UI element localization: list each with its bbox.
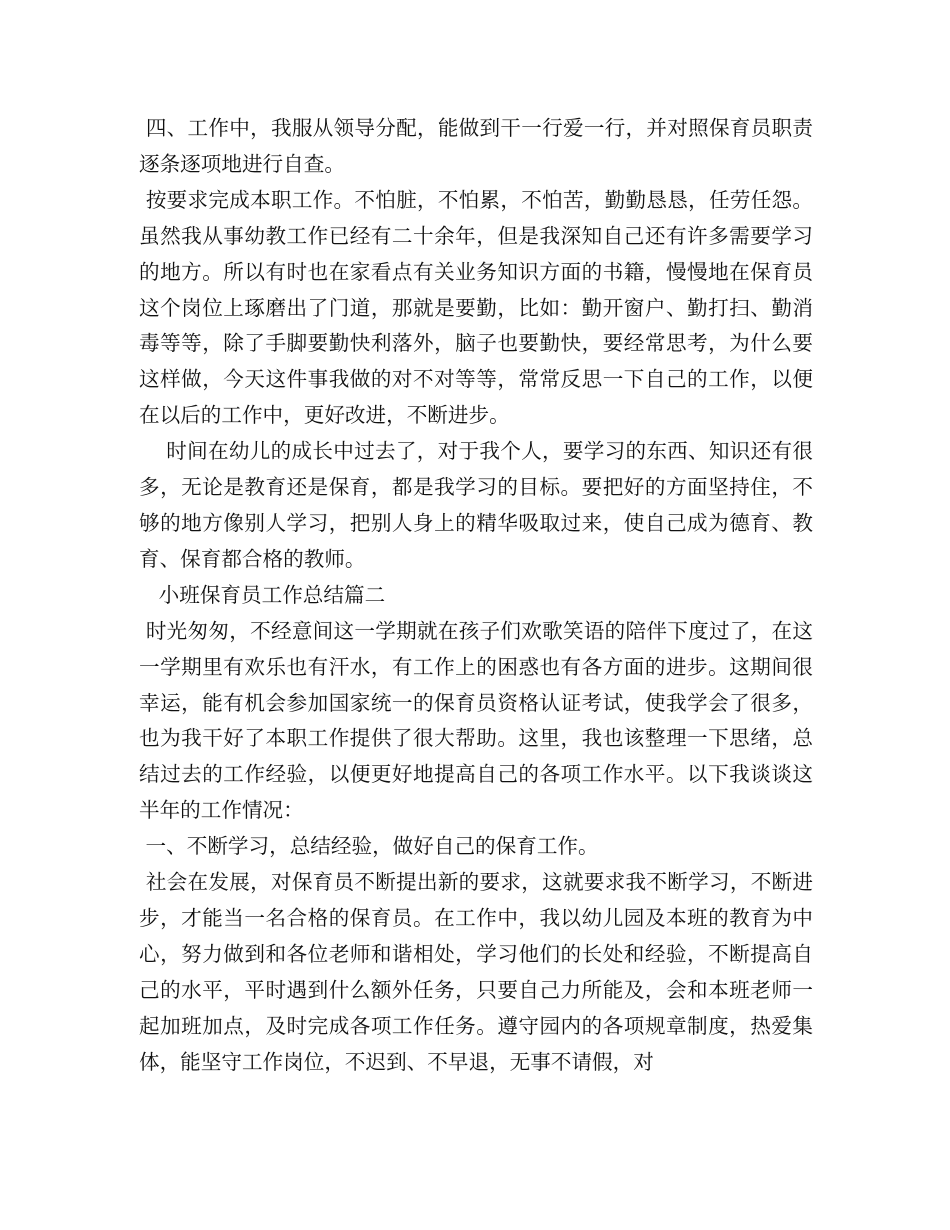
subheading-continuous-learning: 一、不断学习，总结经验，做好自己的保育工作。 bbox=[139, 834, 599, 859]
paragraph-duties: 按要求完成本职工作。不怕脏，不怕累，不怕苦，勤勤恳恳，任劳任怨。 虽然我从事幼教工作已经有二十余年，但是我深知自己还有许多需要学习的地方。所以有时也在家看点有关业务知识方面的书籍，慢慢地在保育员这个岗位上琢磨出了门道，那就是要勤，比如：勤开窗户、勤打扫、勤消毒等等，除了手脚要勤快利落外，脑子也要勤快，要经常思考，为什么要这样做，今天这件事我做的对不对等等，常常反思一下自己的工作，以便在以后的工作中，更好改进，不断进步。 bbox=[139, 187, 827, 428]
paragraph-semester-intro: 时光匆匆，不经意间这一学期就在孩子们欢歌笑语的陪伴下度过了，在这一学期里有欢乐也有汗水，有工作上的困惑也有各方面的进步。这期间很幸运，能有机会参加国家统一的保育员资格认证考试，使我学会了很多，也为我干好了本职工作提供了很大帮助。这里，我也该整理一下思绪，总结过去的工作经验，以便更好地提高自己的各项工作水平。以下我谈谈这半年的工作情况： bbox=[139, 618, 813, 823]
section-heading: 小班保育员工作总结篇二 bbox=[139, 582, 386, 607]
paragraph-work-attitude: 社会在发展，对保育员不断提出新的要求，这就要求我不断学习，不断进步，才能当一名合格的保育员。在工作中，我以幼儿园及本班的教育为中心，努力做到和各位老师和谐相处，学习他们的长处和经验，不断提高自己的水平，平时遇到什么额外任务，只要自己力所能及，会和本班老师一起加班加点，及时完成各项工作任务。遵守园内的各项规章制度，热爱集体，能坚守工作岗位，不迟到、不早退，无事不请假，对 bbox=[139, 870, 813, 1074]
paragraph-learning-goals: 时间在幼儿的成长中过去了，对于我个人，要学习的东西、知识还有很多，无论是教育还是保育，都是我学习的目标。要把好的方面坚持住，不够的地方像别人学习，把别人身上的精华吸取过来，使自己成为德育、教育、保育都合格的教师。 bbox=[139, 439, 813, 571]
paragraph-self-check: 四、工作中，我服从领导分配，能做到干一行爱一行，并对照保育员职责逐条逐项地进行自查。 bbox=[139, 116, 813, 176]
document-body bbox=[139, 111, 827, 1080]
